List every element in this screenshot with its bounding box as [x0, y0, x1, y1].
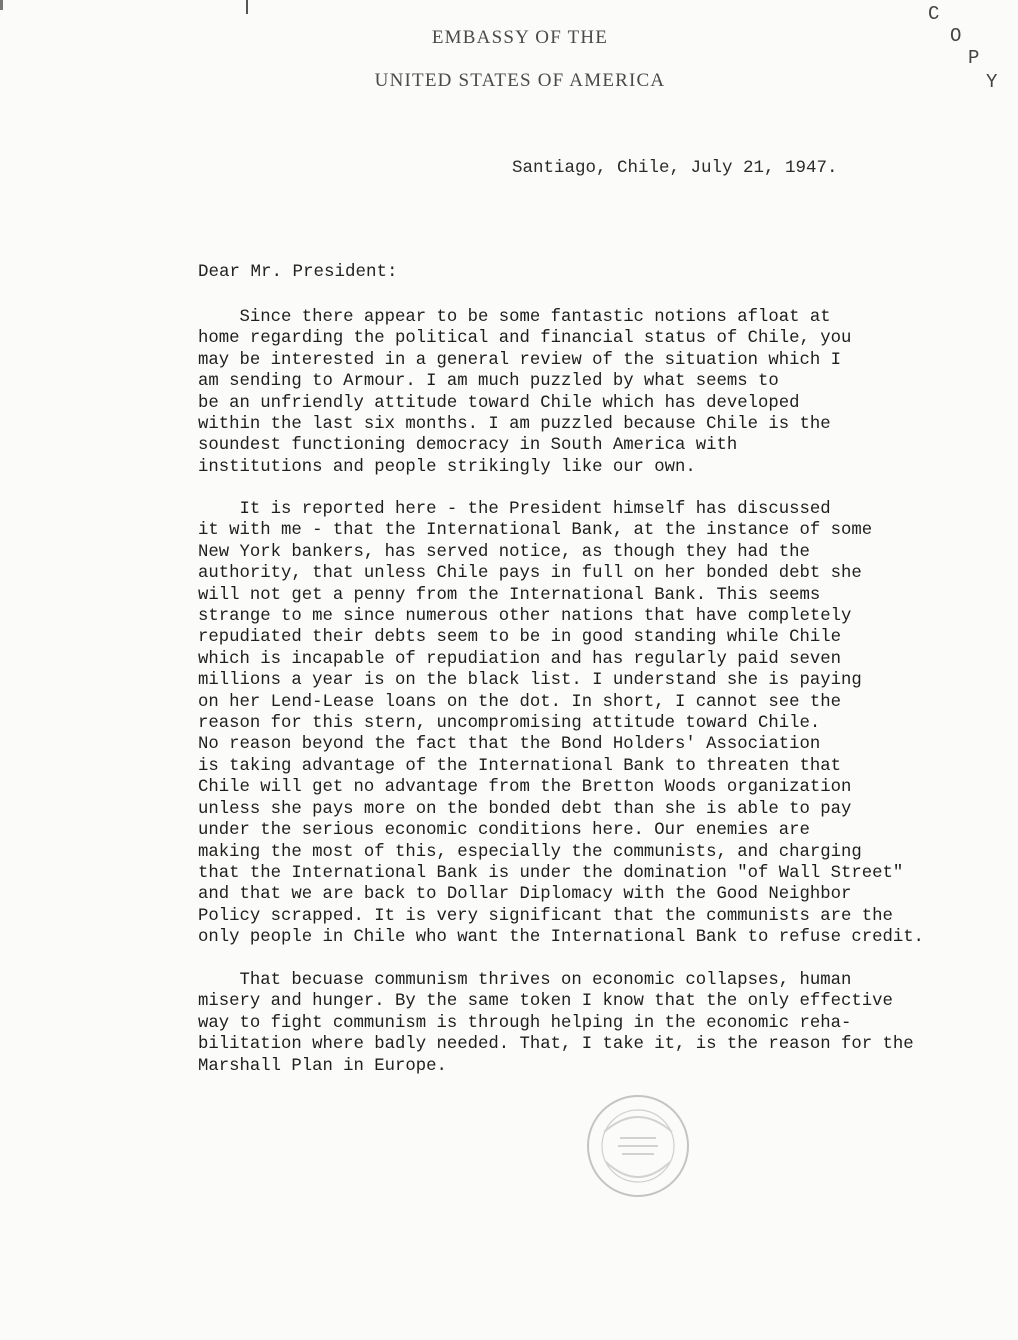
text-line: will not get a penny from the International Bank. This seems	[198, 585, 821, 605]
text-line: be an unfriendly attitude toward Chile which has developed	[198, 393, 800, 413]
copy-mark-letter: Y	[986, 71, 998, 93]
text-line: misery and hunger. By the same token I know that the only effective	[198, 992, 893, 1012]
text-line: It is reported here - the President himself has discussed	[198, 500, 831, 519]
letterhead-line-2: UNITED STATES OF AMERICA	[374, 70, 666, 91]
text-line: Chile will get no advantage from the Bretton Woods organization	[198, 778, 852, 798]
copy-mark-letter: C	[928, 3, 940, 25]
scan-mark	[0, 0, 3, 10]
text-line: Policy scrapped. It is very significant that the communists are the	[198, 906, 893, 926]
letterhead-line-1: EMBASSY OF THE	[431, 27, 609, 48]
text-line: Marshall Plan in Europe.	[198, 1056, 447, 1076]
text-line: soundest functioning democracy in South America with	[198, 436, 738, 456]
scan-mark	[246, 0, 248, 14]
text-line: unless she pays more on the bonded debt than she is able to pay	[198, 799, 852, 819]
text-line: way to fight communism is through helping in the economic reha-	[198, 1013, 852, 1033]
copy-mark-letter: O	[950, 25, 962, 47]
text-line: Since there appear to be some fantastic notions afloat at	[198, 308, 831, 327]
text-line: is taking advantage of the International Bank to threaten that	[198, 756, 841, 776]
text-line: which is incapable of repudiation and has regularly paid seven	[198, 649, 841, 669]
text-line: only people in Chile who want the International Bank to refuse credit.	[198, 928, 924, 948]
text-line: that the International Bank is under the domination "of Wall Street"	[198, 863, 904, 883]
text-line: institutions and people strikingly like our own.	[198, 457, 696, 477]
text-line: am sending to Armour. I am much puzzled by what seems to	[198, 372, 779, 392]
text-line: That becuase communism thrives on economic collapses, human	[198, 971, 852, 990]
text-line: under the serious economic conditions here. Our enemies are	[198, 821, 810, 841]
text-line: making the most of this, especially the communists, and charging	[198, 842, 862, 862]
text-line: New York bankers, has served notice, as though they had the	[198, 542, 810, 562]
paragraph-2	[198, 499, 958, 949]
text-line: may be interested in a general review of the situation which I	[198, 350, 841, 370]
text-line: within the last six months. I am puzzled because Chile is the	[198, 415, 831, 435]
text-line: reason for this stern, uncompromising attitude toward Chile.	[198, 714, 821, 734]
text-line: millions a year is on the black list. I understand she is paying	[198, 671, 862, 691]
text-line: home regarding the political and financial status of Chile, you	[198, 329, 852, 349]
text-line: and that we are back to Dollar Diplomacy with the Good Neighbor	[198, 885, 852, 905]
library-stamp-icon	[584, 1092, 692, 1200]
text-line: on her Lend-Lease loans on the dot. In short, I cannot see the	[198, 692, 841, 712]
dateline: Santiago, Chile, July 21, 1947.	[512, 158, 838, 178]
text-line: authority, that unless Chile pays in full on her bonded debt she	[198, 564, 862, 584]
text-line: it with me - that the International Bank, at the instance of some	[198, 521, 873, 541]
text-line: bilitation where badly needed. That, I take it, is the reason for the	[198, 1035, 914, 1055]
paragraph-1	[198, 307, 958, 478]
paragraph-3	[198, 970, 958, 1077]
text-line: repudiated their debts seem to be in good standing while Chile	[198, 628, 841, 648]
salutation: Dear Mr. President:	[198, 262, 398, 282]
copy-mark-letter: P	[968, 47, 980, 69]
text-line: No reason beyond the fact that the Bond Holders' Association	[198, 735, 821, 755]
text-line: strange to me since numerous other nations that have completely	[198, 607, 852, 627]
